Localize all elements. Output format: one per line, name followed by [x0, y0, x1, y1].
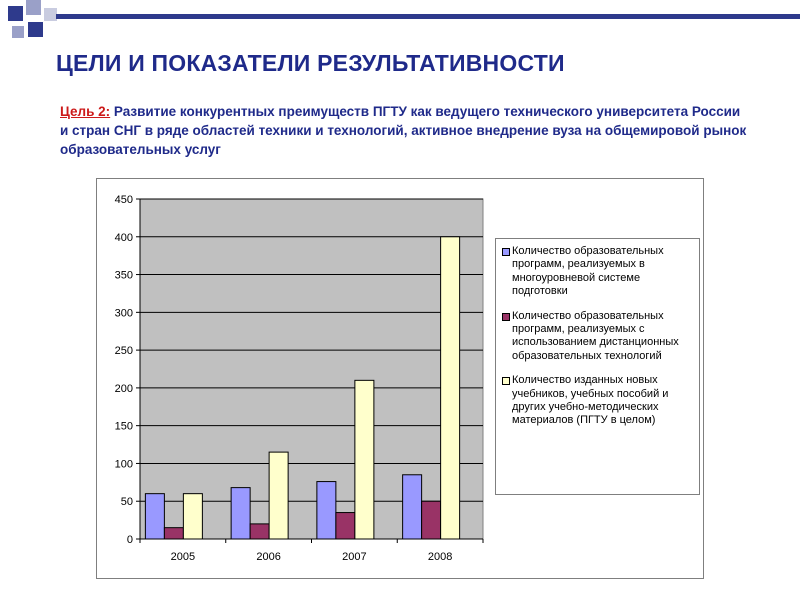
bar — [164, 528, 183, 539]
y-tick-label: 250 — [114, 345, 133, 358]
y-tick-label: 450 — [114, 194, 133, 206]
y-tick-label: 150 — [114, 420, 133, 433]
legend-swatch — [502, 377, 510, 385]
goal-text: Развитие конкурентных преимуществ ПГТУ как ведущего технического университета России и стран СНГ в ряде областей техники и технологий, активное внедрение вуза на общемировой рынок образовательных услуг — [60, 104, 747, 157]
legend-label: Количество образовательных программ, реализуемых в многоуровневой системе подготовки — [512, 245, 664, 298]
y-tick-label: 300 — [114, 307, 133, 320]
x-tick-label: 2005 — [170, 551, 196, 563]
chart-legend — [495, 238, 700, 495]
y-tick-label: 200 — [114, 382, 133, 395]
bar — [336, 513, 355, 539]
y-tick-label: 50 — [120, 496, 133, 509]
plot-area — [140, 199, 483, 539]
y-tick-label: 350 — [114, 269, 133, 282]
bar — [317, 482, 336, 539]
legend-item — [502, 245, 695, 299]
legend-swatch — [502, 248, 510, 256]
goal-label: Цель 2: — [60, 104, 111, 119]
page-title: ЦЕЛИ И ПОКАЗАТЕЛИ РЕЗУЛЬТАТИВНОСТИ — [56, 50, 565, 76]
legend-item — [502, 310, 695, 364]
bar — [145, 494, 164, 539]
bar — [231, 488, 250, 539]
bar — [422, 501, 441, 539]
x-tick-label: 2006 — [256, 551, 281, 563]
legend-item — [502, 374, 695, 428]
legend-swatch — [502, 313, 510, 321]
y-tick-label: 100 — [114, 458, 133, 471]
x-tick-label: 2008 — [427, 551, 453, 563]
y-tick-label: 0 — [126, 534, 133, 546]
legend-label: Количество образовательных программ, реализуемых с использованием дистанционных образовательных технологий — [512, 309, 679, 362]
legend-label: Количество изданных новых учебников, учебных пособий и других учебно-методических материалов (ПГТУ в целом) — [512, 374, 669, 427]
bar — [441, 237, 460, 539]
x-tick-label: 2007 — [342, 551, 367, 563]
bar — [355, 380, 374, 539]
bar — [269, 452, 288, 539]
y-tick-label: 400 — [114, 231, 133, 244]
bar — [183, 494, 202, 539]
bar — [250, 524, 269, 539]
bar — [403, 475, 422, 539]
